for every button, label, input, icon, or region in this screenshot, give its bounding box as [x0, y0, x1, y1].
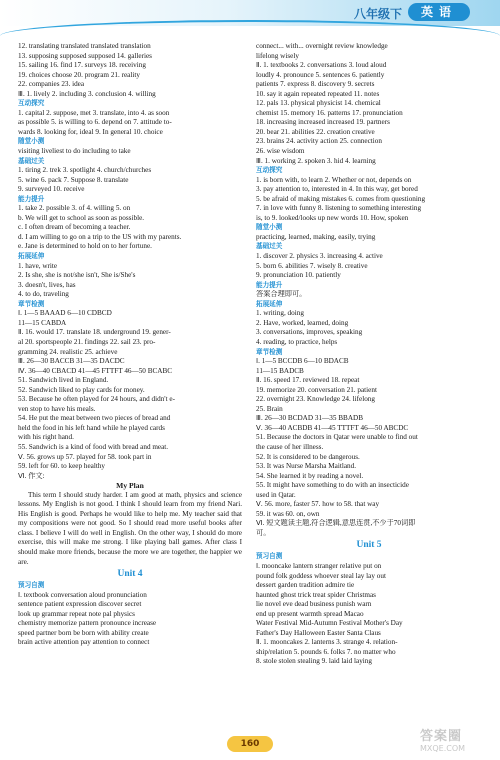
page-number: 160 [227, 736, 273, 752]
answer-line: Ⅱ. 1. mooncakes 2. lanterns 3. strange 4. relation- [256, 638, 398, 647]
section-heading: 基础过关 [18, 156, 45, 165]
answer-line: 5. wine 6. pack 7. Suppose 8. translate [18, 175, 129, 184]
section-heading: 互动探究 [18, 99, 45, 108]
answer-line: with his right hand. [18, 433, 74, 442]
answer-line: dessert garden tradition admire tie [256, 581, 355, 590]
answer-line: sentence patient expression discover secret [18, 600, 142, 609]
section-heading: 预习自测 [18, 581, 45, 590]
answer-line: Ⅰ. textbook conversation aloud pronunciation [18, 590, 147, 599]
answer-line: 55. Sandwich is a kind of food with bread and meat. [18, 442, 169, 451]
section-heading: 预习自测 [256, 552, 283, 561]
answer-line: 51. Sandwich lived in England. [18, 376, 109, 385]
section-heading: 章节检测 [256, 347, 283, 356]
essay-title: My Plan [116, 481, 144, 491]
answer-line: Ⅴ. 36—40 ACBDB 41—45 TTTFT 46—50 ABCDC [256, 423, 409, 432]
answer-line: 9. surveyed 10. receive [18, 185, 85, 194]
answer-line: lifelong wisely [256, 51, 299, 60]
left-column [18, 42, 242, 648]
section-heading: 章节检测 [18, 299, 45, 308]
answer-line: end up present warmth spread Macao [256, 609, 364, 618]
answer-line: 12. pals 13. physical physicist 14. chemical [256, 99, 381, 108]
section-heading: 互动探究 [256, 166, 283, 175]
answer-line: 1. capital 2. suppose, met 3. translate, into 4. as soon [18, 108, 170, 117]
answer-line: Ⅰ. 1—5 BCCDB 6—10 BDACB [256, 357, 349, 366]
answer-line: 54. He put the meat between two pieces of bread and [18, 414, 171, 423]
answer-line: 19. memorize 20. conversation 21. patient [256, 385, 377, 394]
answer-line: 53. It was Nurse Marsha Maitland. [256, 462, 357, 471]
answer-line: used in Qatar. [256, 490, 296, 499]
essay-paragraph: This term I should study harder. I am good at math, physics and science lessons. My English is not good. I think I should learn from my friend Nari. His English is good. Perhaps he would like to help me. My teacher said that my compositions were not good. So I should read more useful books after class. I believe I will do well in English. On the other way, I should do more exercise, this will make me strong. I like playing ball games. After class I should make more friends, because the more we are together, the happier we are. [18, 490, 242, 566]
answer-line: Ⅵ. 作文: [18, 471, 45, 480]
answer-line: Ⅲ. 26—30 BACCB 31—35 DACDC [18, 357, 125, 366]
answer-line: connect... with... overnight review knowledge [256, 42, 388, 50]
answer-line: chemistry memorize pattern pronounce increase [18, 619, 157, 628]
answer-line: Ⅲ. 1. working 2. spoken 3. hid 4. learning [256, 156, 376, 165]
watermark-logo [420, 730, 498, 758]
answer-line: Ⅲ. 1. lively 2. including 3. conclusion 4. willing [18, 89, 156, 98]
answer-line: 20. bear 21. abilities 22. creation creative [256, 127, 375, 136]
section-heading: 随堂小测 [18, 137, 45, 146]
answer-line: pound folk goddess whoever steal lay lay out [256, 571, 386, 580]
answer-line: 53. Because he often played for 24 hours, and didn't e- [18, 395, 175, 404]
answer-line: ship/relation 5. pounds 6. folks 7. no matter who [256, 647, 396, 656]
unit-heading: Unit 5 [356, 540, 382, 551]
answer-line: ven stop to have his meals. [18, 404, 96, 413]
section-heading: 能力提升 [256, 280, 283, 289]
answer-line: speed partner born be born with ability create [18, 628, 149, 637]
answer-line: 55. It might have something to do with an insecticide [256, 481, 409, 490]
answer-line: wards 8. looking for, ideal 9. In general 10. choice [18, 127, 163, 136]
answer-line: Ⅱ. 1. textbooks 2. conversations 3. loud aloud [256, 61, 387, 70]
answer-line: Father's Day Halloween Easter Santa Claus [256, 628, 381, 637]
answer-line: loudly 4. pronounce 5. sentences 6. patiently [256, 70, 385, 79]
answer-line: 3. pay attention to, interested in 4. In this way, get bored [256, 185, 418, 194]
answer-line: gramming 24. realistic 25. achieve [18, 347, 118, 356]
section-heading: 随堂小测 [256, 223, 283, 232]
answer-line: 12. translating translated translated translation [18, 42, 151, 50]
answer-line: 59. left for 60. to keep healthy [18, 462, 106, 471]
answer-line: 23. brains 24. activity action 25. connection [256, 137, 382, 146]
answer-line: b. We will get to school as soon as possible. [18, 213, 145, 222]
answer-line: 2. Have, worked, learned, doing [256, 318, 349, 327]
section-heading: 能力提升 [18, 194, 45, 203]
grade-label: 八年级下 [354, 7, 403, 21]
answer-line: 15. sailing 16. find 17. surveys 18. receiving [18, 61, 146, 70]
answer-line: 5. born 6. abilities 7. wisely 8. creative [256, 261, 368, 270]
answer-line: 10. say it again repeated repeated 11. notes [256, 89, 380, 98]
answer-line: 54. She learned it by reading a novel. [256, 471, 364, 480]
answer-line: 52. Sandwich liked to play cards for money. [18, 385, 145, 394]
answer-line: 18. increasing increased increased 19. partners [256, 118, 390, 127]
answer-line: 25. Brain [256, 404, 283, 413]
answer-line: Ⅴ. 56. more, faster 57. how to 58. that way [256, 500, 380, 509]
answer-line: 59. it was 60. on, own [256, 509, 320, 518]
answer-line: 答案合理即可。 [256, 290, 307, 299]
answer-line: Water Festival Mid-Autumn Festival Mother's Day [256, 619, 403, 628]
answer-line: 9. pronunciation 10. patiently [256, 271, 341, 280]
answer-line: practicing, learned, making, easily, trying [256, 232, 376, 241]
answer-line: 1. have, write [18, 261, 58, 270]
answer-line: haunted ghost trick treat spider Christmas [256, 590, 376, 599]
right-column [256, 42, 482, 667]
section-heading: 基础过关 [256, 242, 283, 251]
answer-line: c. I often dream of becoming a teacher. [18, 223, 131, 232]
answer-line: 4. reading, to practice, helps [256, 337, 338, 346]
answer-line: visiting liveliest to do including to take [18, 147, 131, 156]
answer-line: Ⅴ. 56. grows up 57. played for 58. took part in [18, 452, 152, 461]
answer-line: 1. is born with, to learn 2. Whether or not, depends on [256, 175, 412, 184]
answer-line: 22. companies 23. idea [18, 80, 85, 89]
answer-line: 51. Because the doctors in Qatar were unable to find out [256, 433, 418, 442]
answer-line: lie novel eve dead business punish warn [256, 600, 372, 609]
answer-line: 13. supposing supposed supposed 14. galleries [18, 51, 152, 60]
answer-line: 1. take 2. possible 3. of 4. willing 5. on [18, 204, 131, 213]
answer-line: 52. It is considered to be dangerous. [256, 452, 360, 461]
answer-line: 22. overnight 23. Knowledge 24. lifelong [256, 395, 375, 404]
answer-line: al 20. sportspeople 21. findings 22. sail 23. pro- [18, 337, 156, 346]
answer-line: Ⅱ. 16. would 17. translate 18. underground 19. gener- [18, 328, 171, 337]
section-heading: 拓展延伸 [18, 252, 45, 261]
section-heading: 拓展延伸 [256, 299, 283, 308]
answer-line: Ⅱ. 16. speed 17. reviewed 18. repeat [256, 376, 360, 385]
answer-line: 1. discover 2. physics 3. increasing 4. active [256, 252, 383, 261]
answer-line: 8. stole stolen stealing 9. laid laid laying [256, 657, 372, 666]
answer-line: e. Jane is determined to hold on to her fortune. [18, 242, 152, 251]
answer-line: 3. conversations, improves, speaking [256, 328, 363, 337]
watermark-url: MXQE.COM [420, 744, 466, 753]
answer-line: Ⅲ. 26—30 BCDAD 31—35 BBADB [256, 414, 363, 423]
subject-badge: 英语 [408, 3, 470, 21]
answer-line: Ⅰ. mooncake lantern stranger relative put on [256, 561, 382, 570]
answer-line: is, to 9. looked/looks up new words 10. How, spoken [256, 213, 409, 222]
watermark-text: 答案圈 [420, 729, 463, 744]
answer-line: 26. wise wisdom [256, 147, 305, 156]
answer-line: patients 7. express 8. discovery 9. secrets [256, 80, 375, 89]
answer-line: the cause of her illness. [256, 442, 324, 451]
answer-line: 3. doesn't, lives, has [18, 280, 76, 289]
answer-line: 11—15 BADCB [256, 366, 304, 375]
answer-line: 11—15 CABDA [18, 318, 67, 327]
page-header [0, 0, 500, 40]
answer-line: held the food in his left hand while he played cards [18, 423, 165, 432]
answer-line: 19. choices choose 20. program 21. reality [18, 70, 140, 79]
answer-line: 5. be afraid of making mistakes 6. comes from questioning [256, 194, 426, 203]
answer-line: 2. Is she, she is not/she isn't, She is/She's [18, 271, 136, 280]
answer-line: d. I am willing to go on a trip to the US with my parents. [18, 232, 182, 241]
answer-line: Ⅳ. 36—40 CBACD 41—45 FTTFT 46—50 BCABC [18, 366, 173, 375]
answer-line: Ⅰ. 1—5 BAAAD 6—10 CDBCD [18, 309, 112, 318]
answer-line: 1. tiring 2. trek 3. spotlight 4. church/churches [18, 166, 152, 175]
answer-line: chemist 15. memory 16. patterns 17. pronunciation [256, 108, 403, 117]
answer-line: brain active attention pay attention to connect [18, 638, 150, 647]
answer-line: look up grammar repeat note pal physics [18, 609, 135, 618]
answer-line: Ⅵ. 短文题读主题,符合逻辑,意思连贯,不少于70词即 [256, 519, 416, 528]
answer-line: 7. in love with funny 8. listening to something interesting [256, 204, 422, 213]
answer-line: as possible 5. is willing to 6. depend on 7. attitude to- [18, 118, 172, 127]
answer-line: 1. writing, doing [256, 309, 304, 318]
unit-heading: Unit 4 [117, 569, 143, 580]
answer-line: 4. to do, traveling [18, 290, 69, 299]
answer-line: 可。 [256, 528, 271, 537]
